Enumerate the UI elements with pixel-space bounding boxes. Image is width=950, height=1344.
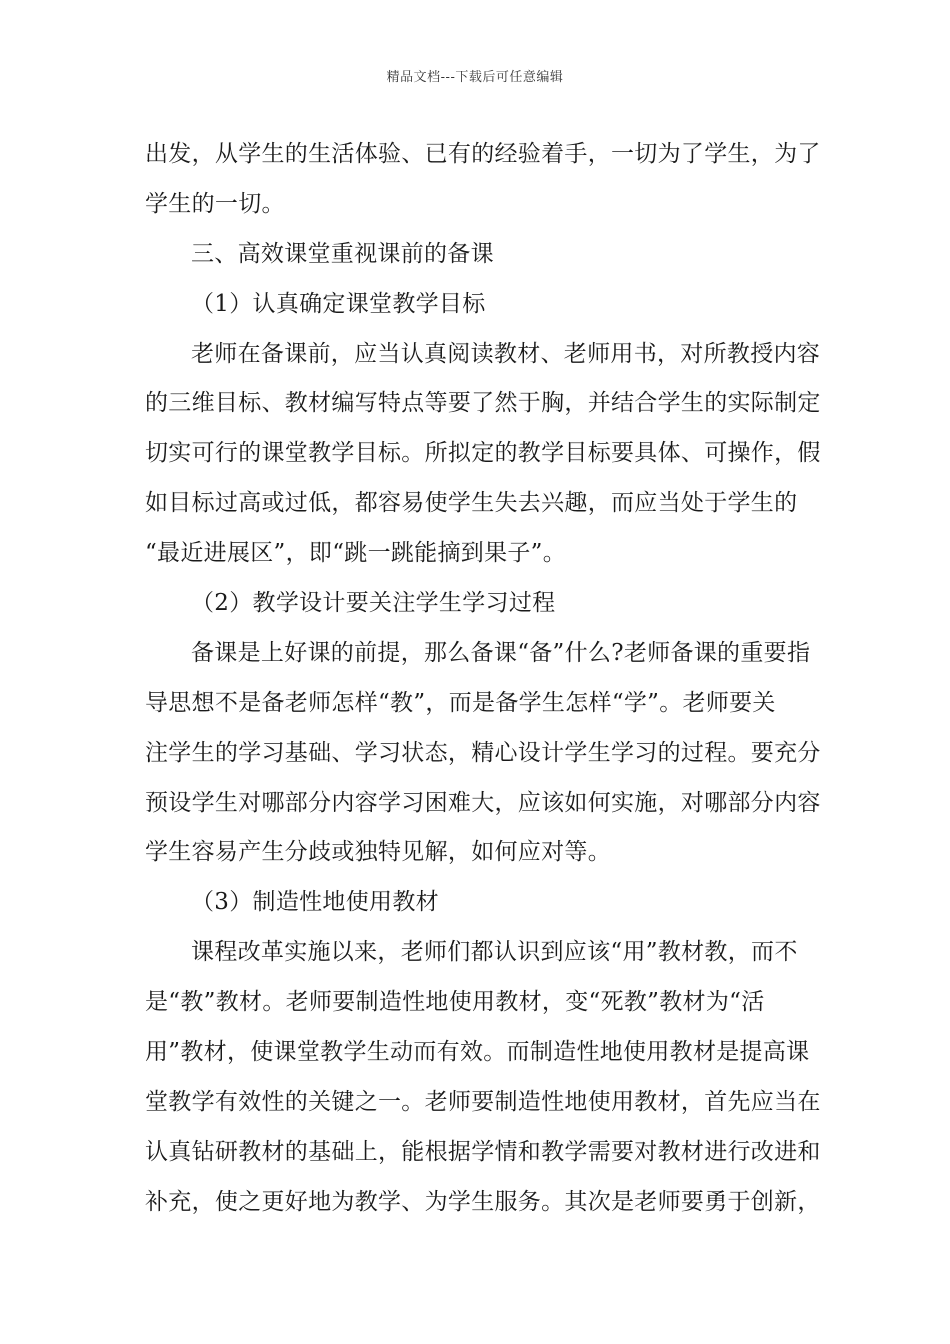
subsection-heading: （3）制造性地使用教材 [191,889,439,916]
paragraph-line: “最近进展区”，即“跳一跳能摘到果子”。 [145,540,567,567]
page-header: 精品文档---下载后可任意编辑 [386,70,564,85]
document-body [145,130,821,1228]
subsection-heading: （1）认真确定课堂教学目标 [191,290,486,317]
paragraph-line: 老师在备课前，应当认真阅读教材、老师用书，对所教授内容 [191,340,821,367]
paragraph-line: 导思想不是备老师怎样“教”，而是备学生怎样“学”。老师要关 [145,689,776,716]
paragraph-line: 出发，从学生的生活体验、已有的经验着手，一切为了学生，为了 [145,141,821,167]
paragraph-line: 学生容易产生分歧或独特见解，如何应对等。 [145,839,611,866]
paragraph-line: 备课是上好课的前提，那么备课“备”什么?老师备课的重要指 [191,639,811,666]
paragraph-line: 如目标过高或过低，都容易使学生失去兴趣，而应当处于学生的 [145,490,798,517]
subsection-heading: （2）教学设计要关注学生学习过程 [191,590,556,617]
paragraph-line: 补充，使之更好地为教学、为学生服务。其次是老师要勇于创新， [145,1188,821,1215]
paragraph-line: 认真钻研教材的基础上，能根据学情和教学需要对教材进行改进和 [145,1138,821,1165]
paragraph-line: 注学生的学习基础、学习状态，精心设计学生学习的过程。要充分 [145,739,821,766]
paragraph-line: 预设学生对哪部分内容学习困难大，应该如何实施，对哪部分内容 [145,789,821,816]
paragraph-line: 是“教”教材。老师要制造性地使用教材，变“死教”教材为“活 [145,989,765,1016]
paragraph-line: 课程改革实施以来，老师们都认识到应该“用”教材教，而不 [191,939,798,966]
section-heading: 三、高效课堂重视课前的备课 [191,240,494,267]
paragraph-line: 学生的一切。 [145,190,285,217]
paragraph-line: 用”教材，使课堂教学生动而有效。而制造性地使用教材是提高课 [145,1039,810,1066]
paragraph-line: 切实可行的课堂教学目标。所拟定的教学目标要具体、可操作，假 [145,440,821,467]
paragraph-line: 的三维目标、教材编写特点等要了然于胸，并结合学生的实际制定 [145,390,821,417]
paragraph-line: 堂教学有效性的关键之一。老师要制造性地使用教材，首先应当在 [145,1088,821,1115]
